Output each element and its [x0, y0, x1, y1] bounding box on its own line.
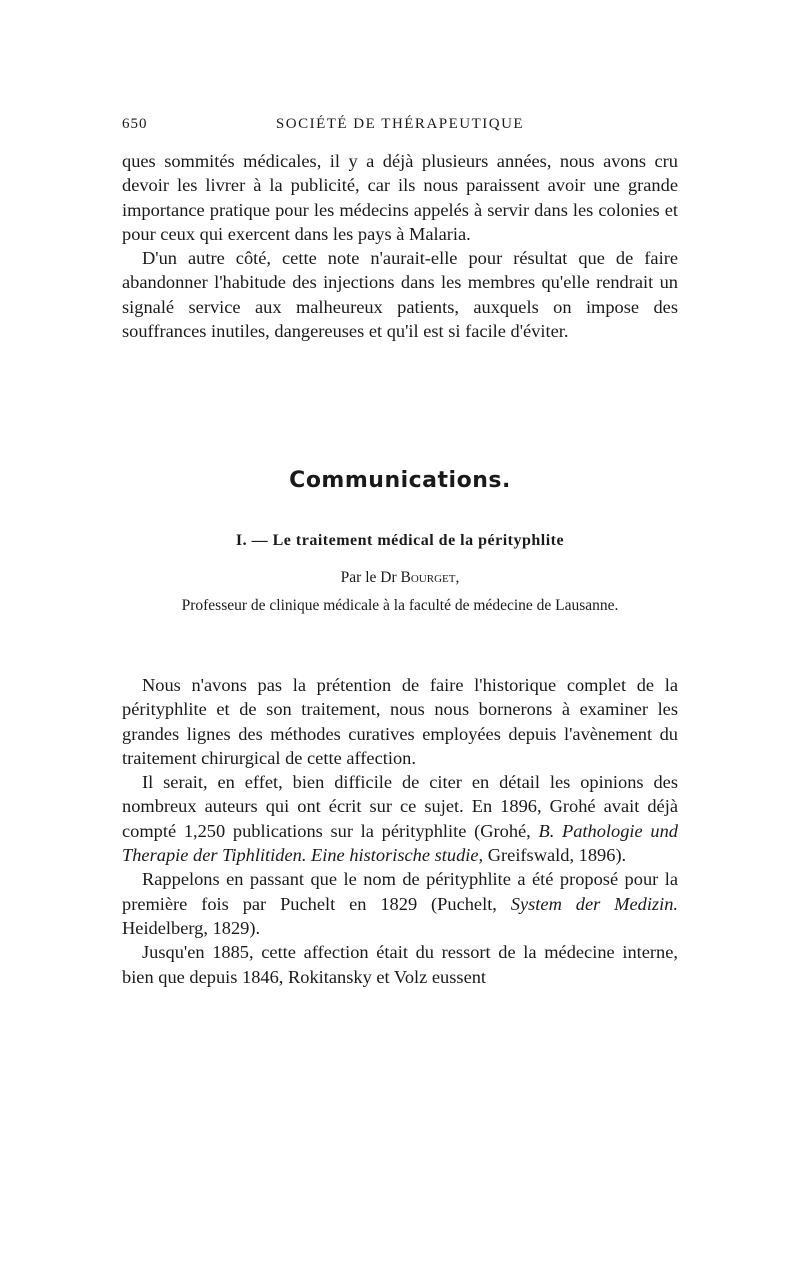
body-text: Rappelons en passant que le nom de pérityphlite a été proposé pour la première fois par Puchelt en 1829 (Puchelt,: [122, 869, 678, 914]
article-body: [122, 673, 678, 989]
body-paragraph: Jusqu'en 1885, cette affection était du ressort de la médecine interne, bien que depuis 1846, Rokitansky et Volz eussent: [122, 942, 678, 987]
author-name: Bourget,: [400, 569, 460, 586]
intro-paragraph: ques sommités médicales, il y a déjà plusieurs années, nous avons cru devoir les livrer à la publicité, car ils nous paraissent avoir une grande importance pratique pour les médecins appelés à servir dans les colonies et pour ceux qui exercent dans les pays à Malaria.: [122, 151, 678, 244]
running-head: [122, 116, 678, 140]
body-paragraph: [122, 770, 678, 867]
intro-text: [122, 149, 678, 343]
byline: [122, 569, 678, 587]
running-title: SOCIÉTÉ DE THÉRAPEUTIQUE: [275, 116, 525, 132]
citation-title: B. Pathologie und Therapie der Tiphlitiden. Eine historische studie,: [122, 820, 678, 866]
body-paragraph: [122, 867, 678, 940]
body-text: Il serait, en effet, bien difficile de citer en détail les opinions des nombreux auteurs qui ont écrit sur ce sujet. En 1896, Grohé avait déjà compté 1,250 publications sur la pérityphlite (Grohé,: [122, 772, 678, 841]
citation-title: System der Medizin.: [510, 893, 678, 914]
author-affiliation: Professeur de clinique médicale à la faculté de médecine de Lausanne.: [181, 597, 619, 614]
intro-paragraph: D'un autre côté, cette note n'aurait-elle pour résultat que de faire abandonner l'habitude des injections dans les membres qu'elle rendrait un signalé service aux malheureux patients, auxquels on impose des souffrances inutiles, dangereuses et qu'il est si facile d'éviter.: [122, 248, 678, 342]
article-title: I. — Le traitement médical de la pérityphlite: [235, 532, 565, 549]
body-paragraph: Nous n'avons pas la prétention de faire l'historique complet de la pérityphlite et de son traitement, nous nous bornerons à examiner les grandes lignes des méthodes curatives employées depuis l'avènement du traitement chirurgical de cette affection.: [122, 675, 678, 768]
byline-prefix: Par le Dr: [340, 569, 397, 586]
body-text: Heidelberg, 1829).: [122, 917, 261, 938]
page-number: 650: [122, 116, 148, 132]
section-heading: Communications.: [289, 468, 511, 493]
body-text: Greifswald, 1896).: [483, 845, 627, 866]
